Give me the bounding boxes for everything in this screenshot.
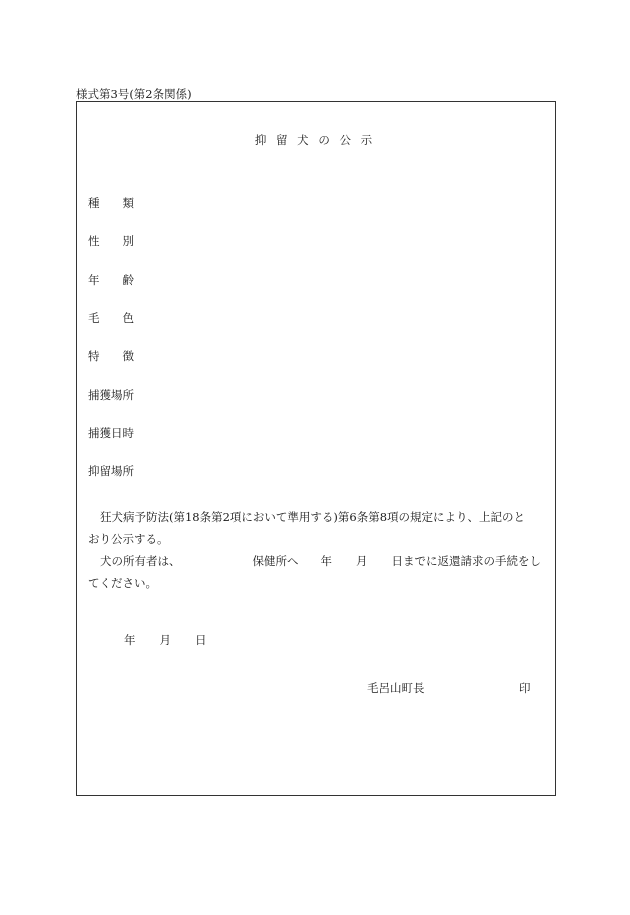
notice-owner-text: 犬の所有者は、 (100, 554, 181, 568)
issue-date-year: 年 (124, 633, 136, 647)
notice-month-text: 月 (356, 554, 368, 568)
form-number-label: 様式第3号(第2条関係) (76, 87, 192, 101)
field-type: 種 類 (88, 196, 134, 210)
document-title: 抑 留 犬 の 公 示 (254, 133, 376, 147)
notice-line-1: 狂犬病予防法(第18条第2項において準用する)第6条第8項の規定により、上記のと (100, 510, 526, 524)
notice-line-2: おり公示する。 (88, 532, 169, 546)
notice-year-text: 年 (320, 554, 332, 568)
field-capture-datetime: 捕獲日時 (88, 426, 134, 440)
issue-date-day: 日 (195, 633, 207, 647)
field-age: 年 齢 (88, 273, 134, 287)
field-detention-place: 抑留場所 (88, 464, 134, 478)
notice-line-4: てください。 (88, 576, 157, 590)
document-frame (76, 101, 556, 796)
field-sex: 性 別 (88, 234, 134, 248)
issue-date-month: 月 (159, 633, 171, 647)
issue-date (124, 632, 207, 648)
notice-line-3 (88, 550, 548, 572)
seal-mark: 印 (519, 681, 531, 695)
field-features: 特 徴 (88, 349, 134, 363)
notice-health-center-text: 保健所へ (252, 554, 299, 568)
field-coat-color: 毛 色 (88, 311, 134, 325)
signer-title: 毛呂山町長 (367, 681, 425, 695)
notice-paragraph (88, 506, 548, 594)
field-capture-place: 捕獲場所 (88, 388, 134, 402)
notice-day-text: 日までに返還請求の手続をし (391, 554, 541, 568)
